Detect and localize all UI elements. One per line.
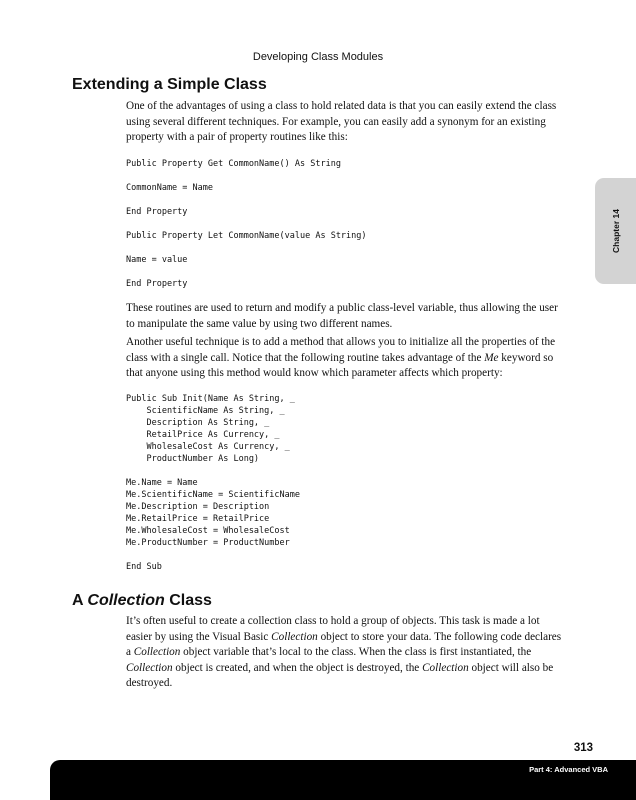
page-number: 313 [573, 742, 593, 754]
code-init-sub: Public Sub Init(Name As String, _ ScientificName As String, _ Description As String, _ RetailPrice As Currency, _ WholesaleCost As Currency, _ ProductNumber As Long) Me.Name = Name Me.ScientificName = ScientificName Me.Description = Description Me.RetailPrice = RetailPrice Me.WholesaleCost = WholesaleCost Me.ProductNumber = ProductNumber End Sub [126, 394, 300, 572]
chapter-tab-label: Chapter 14 [610, 209, 621, 253]
collection-text-4: object is created, and when the object is destroyed, the [172, 661, 423, 674]
paragraph-routines: These routines are used to return and modify a public class-level variable, thus allowing the user to manipulate the same value by using two different names. [126, 302, 558, 330]
running-head: Developing Class Modules [252, 51, 384, 63]
code-common-name-assign: CommonName = Name [126, 183, 213, 193]
me-keyword: Me [484, 351, 499, 364]
code-end-property-2: End Property [126, 279, 188, 289]
collection-em-3: Collection [126, 661, 173, 674]
code-end-property-1: End Property [126, 207, 188, 217]
heading-collection-word: Collection [87, 592, 165, 609]
footer-bar [50, 760, 636, 800]
collection-text-1: It’s often useful to create a collection class to hold a group of objects. This task is made a lot easier by using the Visual Basic [126, 615, 540, 643]
section-heading-collection [72, 592, 212, 610]
collection-text-5: object will also be destroyed. [126, 661, 554, 689]
heading-prefix: A [72, 592, 88, 609]
chapter-tab [595, 178, 636, 284]
paragraph-init-text-1: Another useful technique is to add a method that allows you to initialize all the properties of the class with a single call. Notice that the following routine takes advantage of the [126, 336, 556, 364]
footer-part-label: Part 4: Advanced VBA [529, 765, 608, 774]
collection-em-2: Collection [133, 646, 181, 658]
paragraph-init-method [126, 335, 566, 382]
code-get-property: Public Property Get CommonName() As String [126, 159, 341, 169]
collection-em-1: Collection [271, 630, 318, 643]
collection-text-2: object to store your data. The following code declares a [126, 630, 562, 658]
section-heading-extending: Extending a Simple Class [72, 76, 267, 93]
paragraph-collection [126, 614, 566, 692]
paragraph-init-text-2: keyword so that anyone using this method would know which parameter affects which property: [126, 351, 554, 379]
code-let-property: Public Property Let CommonName(value As String) [126, 231, 367, 241]
paragraph-intro: One of the advantages of using a class to hold related data is that you can easily extend the class using several different techniques. For example, you can easily add a synonym for an existing property with a pair of property routines like this: [126, 100, 557, 143]
collection-text-3: object variable that’s local to the class. When the class is first instantiated, the [180, 646, 532, 658]
code-name-assign: Name = value [126, 255, 188, 265]
heading-suffix: Class [164, 592, 212, 609]
collection-em-4: Collection [422, 661, 469, 674]
